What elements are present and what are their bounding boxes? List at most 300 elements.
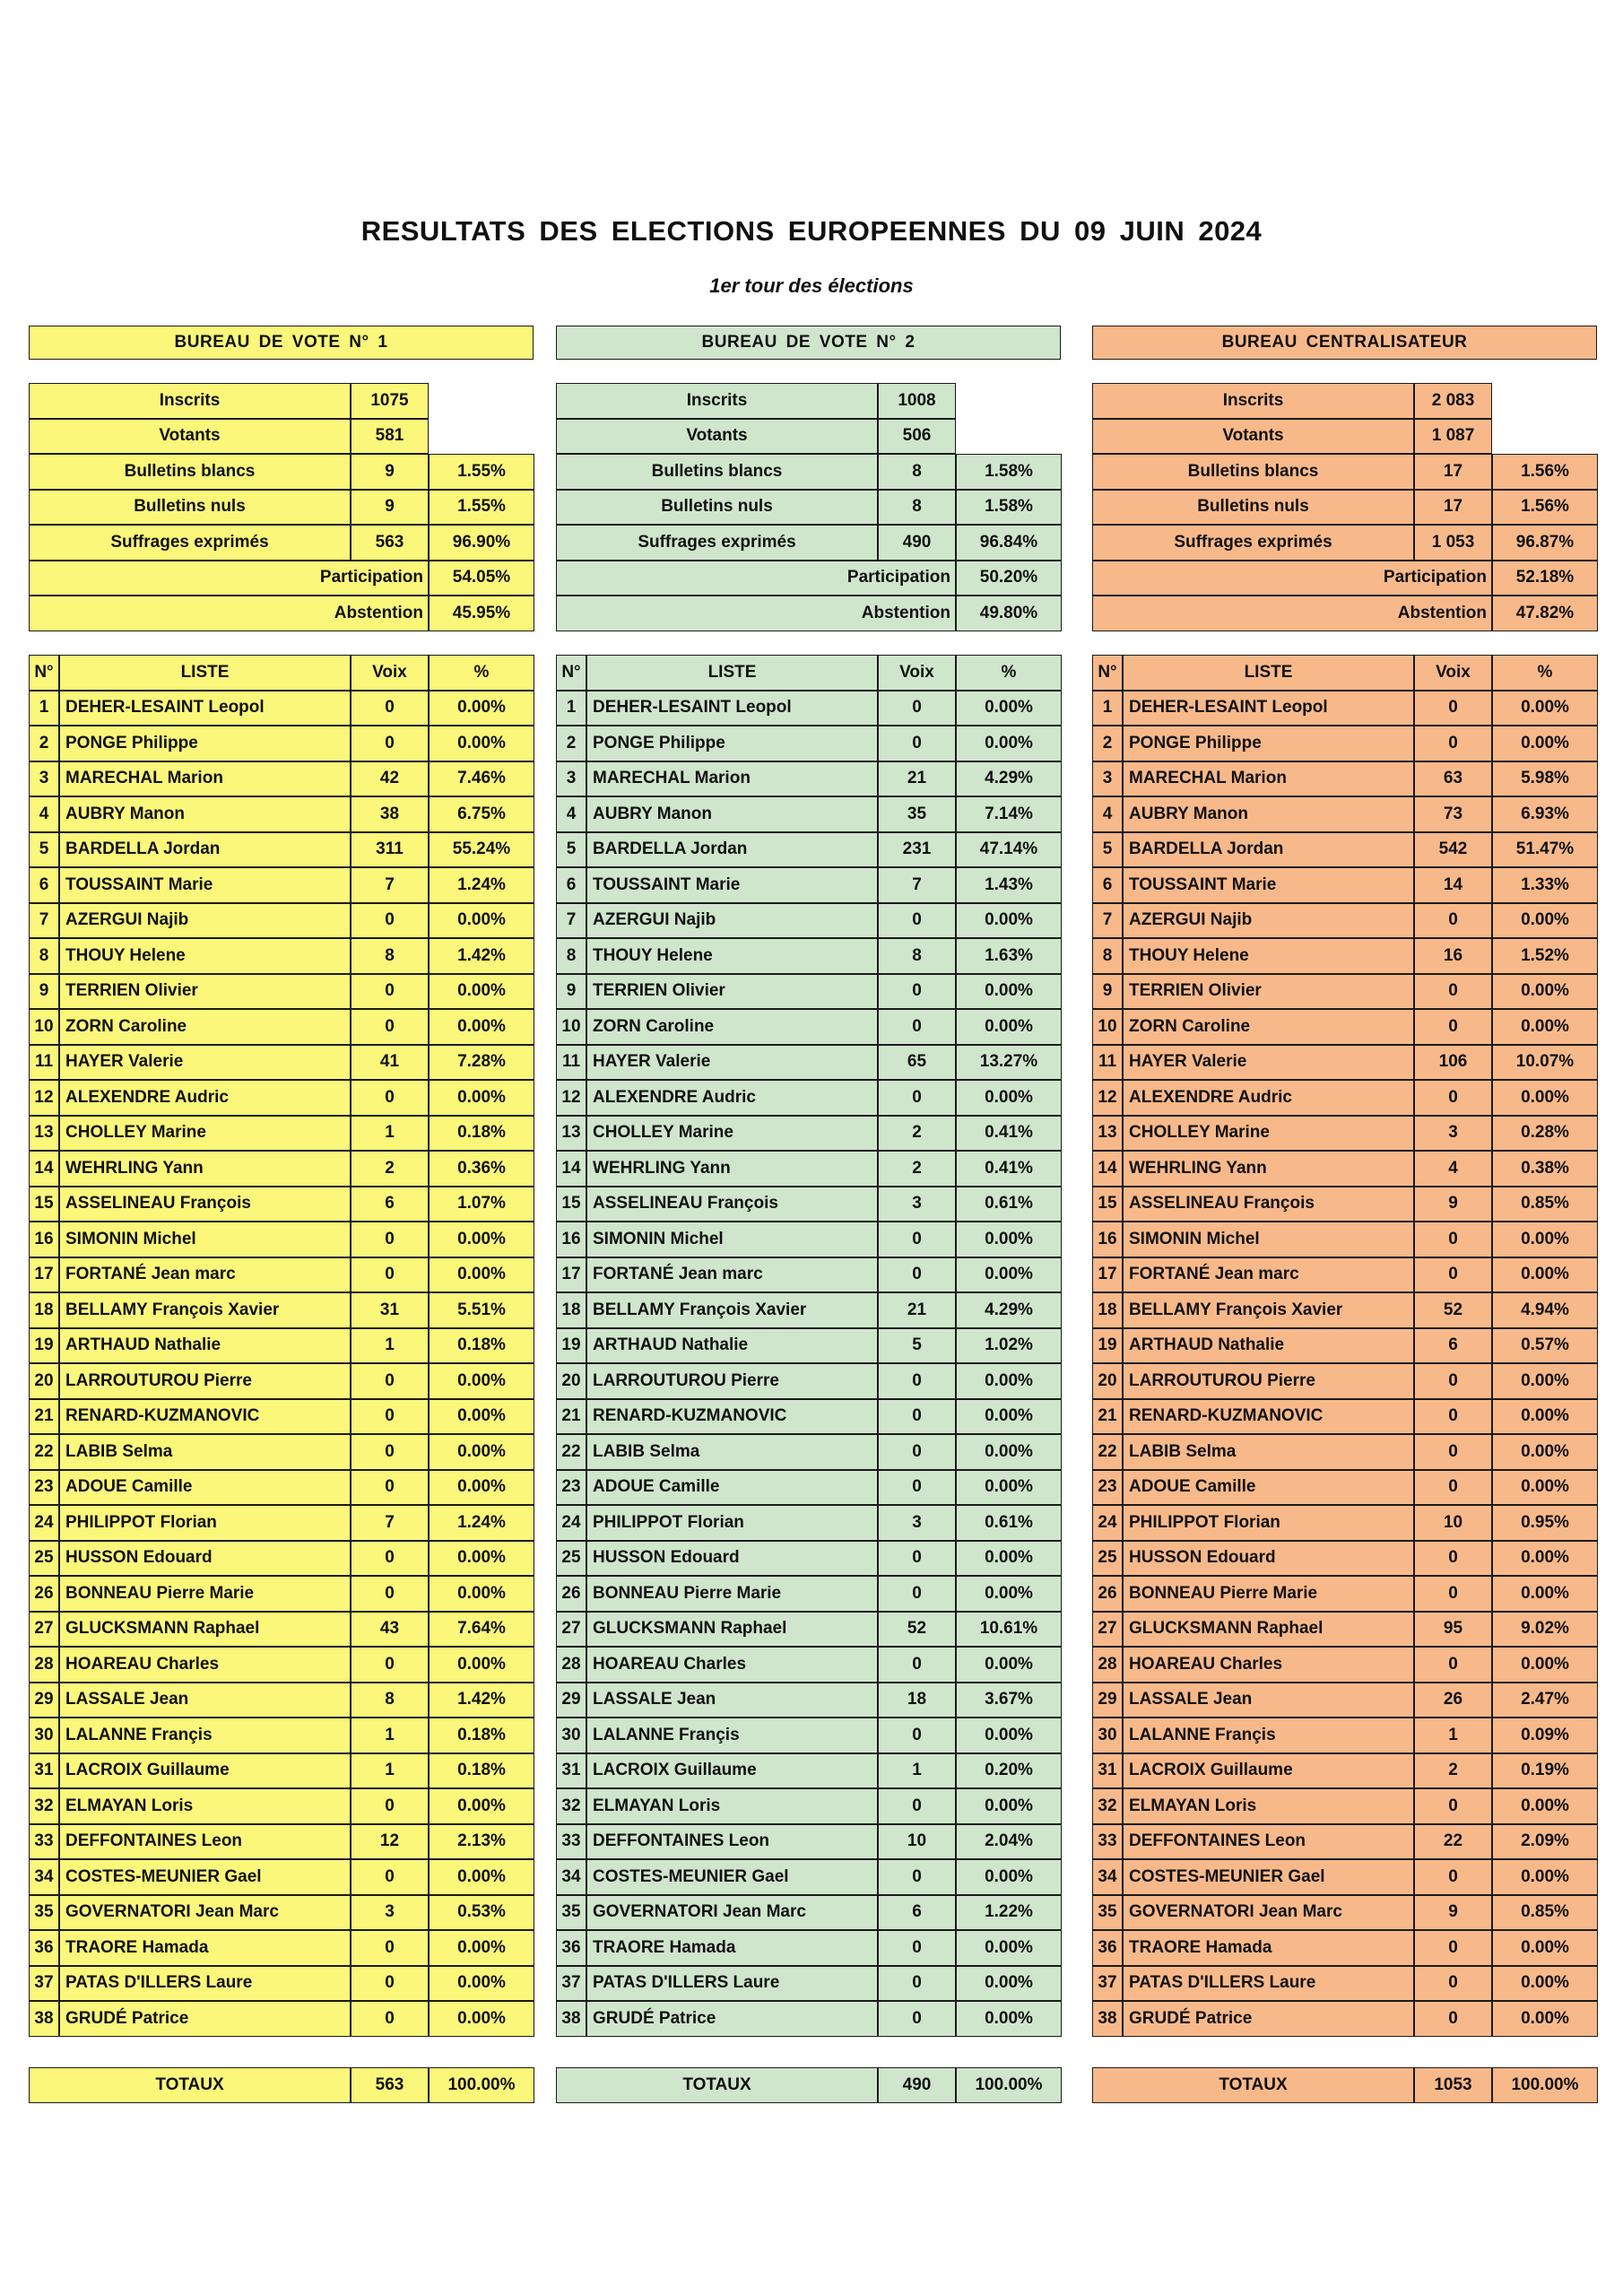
candidate-pct: 0.00% xyxy=(956,1966,1062,2002)
stat-value-inscrits: 1008 xyxy=(878,383,956,419)
totaux-voix: 563 xyxy=(351,2067,429,2103)
row-number: 8 xyxy=(556,938,586,974)
candidate-voix: 0 xyxy=(351,1009,429,1045)
candidate-name: PONGE Philippe xyxy=(1123,726,1414,761)
candidate-pct: 0.00% xyxy=(1492,1788,1598,1824)
candidate-pct: 0.00% xyxy=(956,1576,1062,1612)
candidate-pct: 0.00% xyxy=(1492,691,1598,726)
candidate-voix: 0 xyxy=(878,726,956,761)
candidate-pct: 0.00% xyxy=(1492,1363,1598,1399)
row-number: 28 xyxy=(1092,1647,1123,1683)
candidate-pct: 0.09% xyxy=(1492,1718,1598,1753)
candidate-name: TOUSSAINT Marie xyxy=(586,867,878,903)
table-header-num: N° xyxy=(1092,655,1123,691)
row-number: 35 xyxy=(556,1895,586,1931)
candidate-name: ASSELINEAU François xyxy=(1123,1187,1414,1222)
candidate-pct: 4.29% xyxy=(956,1292,1062,1328)
row-number: 5 xyxy=(1092,832,1123,868)
candidate-name: MARECHAL Marion xyxy=(1123,761,1414,797)
candidate-name: PATAS D'ILLERS Laure xyxy=(1123,1966,1414,2002)
row-number: 36 xyxy=(556,1930,586,1966)
candidate-name: BARDELLA Jordan xyxy=(59,832,351,868)
candidate-voix: 0 xyxy=(878,1718,956,1753)
row-number: 27 xyxy=(1092,1612,1123,1648)
row-number: 35 xyxy=(29,1895,59,1931)
candidate-name: SIMONIN Michel xyxy=(59,1222,351,1257)
candidate-pct: 2.09% xyxy=(1492,1824,1598,1860)
stat-label-participation: Participation xyxy=(556,561,956,596)
candidate-name: LACROIX Guillaume xyxy=(1123,1753,1414,1789)
candidate-pct: 0.00% xyxy=(956,1718,1062,1753)
candidate-pct: 0.00% xyxy=(429,1788,534,1824)
table-header-num: N° xyxy=(29,655,59,691)
candidate-name: ASSELINEAU François xyxy=(59,1187,351,1222)
candidate-pct: 0.00% xyxy=(1492,1399,1598,1435)
candidate-pct: 0.00% xyxy=(429,1363,534,1399)
candidate-pct: 0.00% xyxy=(429,1080,534,1116)
candidate-voix: 35 xyxy=(878,796,956,832)
candidate-pct: 0.00% xyxy=(956,2001,1062,2037)
candidate-name: LACROIX Guillaume xyxy=(586,1753,878,1789)
candidate-voix: 0 xyxy=(1414,1222,1492,1257)
table-header-voix: Voix xyxy=(351,655,429,691)
candidate-name: GLUCKSMANN Raphael xyxy=(1123,1612,1414,1648)
row-number: 26 xyxy=(29,1576,59,1612)
candidate-voix: 0 xyxy=(1414,691,1492,726)
candidate-name: GRUDÉ Patrice xyxy=(1123,2001,1414,2037)
candidate-pct: 0.19% xyxy=(1492,1753,1598,1789)
candidate-pct: 0.00% xyxy=(956,1399,1062,1435)
row-number: 9 xyxy=(29,974,59,1010)
candidate-name: DEFFONTAINES Leon xyxy=(586,1824,878,1860)
candidate-pct: 4.29% xyxy=(956,761,1062,797)
candidate-voix: 8 xyxy=(351,1683,429,1718)
candidate-pct: 1.07% xyxy=(429,1187,534,1222)
candidate-pct: 0.28% xyxy=(1492,1116,1598,1152)
candidate-name: ZORN Caroline xyxy=(1123,1009,1414,1045)
stat-value-blancs: 17 xyxy=(1414,454,1492,490)
candidate-name: GLUCKSMANN Raphael xyxy=(59,1612,351,1648)
row-number: 14 xyxy=(29,1151,59,1187)
row-number: 6 xyxy=(556,867,586,903)
stat-pct-blancs: 1.58% xyxy=(956,454,1062,490)
row-number: 10 xyxy=(1092,1009,1123,1045)
candidate-voix: 0 xyxy=(1414,1930,1492,1966)
candidate-voix: 2 xyxy=(878,1116,956,1152)
candidate-voix: 1 xyxy=(351,1328,429,1364)
row-number: 22 xyxy=(1092,1434,1123,1470)
candidate-name: ADOUE Camille xyxy=(59,1470,351,1506)
candidate-voix: 0 xyxy=(878,1257,956,1293)
candidate-pct: 0.00% xyxy=(956,1363,1062,1399)
candidate-pct: 0.00% xyxy=(956,1222,1062,1257)
candidate-name: AZERGUI Najib xyxy=(586,903,878,939)
candidate-pct: 7.46% xyxy=(429,761,534,797)
stat-value-votants: 581 xyxy=(351,419,429,455)
table-header-voix: Voix xyxy=(878,655,956,691)
candidate-pct: 47.14% xyxy=(956,832,1062,868)
candidate-name: GRUDÉ Patrice xyxy=(586,2001,878,2037)
candidate-voix: 2 xyxy=(878,1151,956,1187)
candidate-pct: 0.00% xyxy=(956,691,1062,726)
candidate-voix: 41 xyxy=(351,1045,429,1081)
row-number: 22 xyxy=(29,1434,59,1470)
candidate-voix: 3 xyxy=(878,1505,956,1541)
candidate-name: LARROUTUROU Pierre xyxy=(586,1363,878,1399)
candidate-pct: 0.00% xyxy=(429,726,534,761)
row-number: 7 xyxy=(1092,903,1123,939)
candidate-name: HAYER Valerie xyxy=(586,1045,878,1081)
candidate-pct: 2.04% xyxy=(956,1824,1062,1860)
totaux-pct: 100.00% xyxy=(956,2067,1062,2103)
candidate-pct: 0.00% xyxy=(956,1257,1062,1293)
candidate-pct: 0.95% xyxy=(1492,1505,1598,1541)
candidate-voix: 38 xyxy=(351,796,429,832)
stat-pct-nuls: 1.55% xyxy=(429,490,534,526)
row-number: 12 xyxy=(29,1080,59,1116)
candidate-voix: 231 xyxy=(878,832,956,868)
stat-pct-exprimes: 96.84% xyxy=(956,525,1062,561)
candidate-pct: 4.94% xyxy=(1492,1292,1598,1328)
row-number: 3 xyxy=(556,761,586,797)
table-header-liste: LISTE xyxy=(1123,655,1414,691)
candidate-name: TOUSSAINT Marie xyxy=(59,867,351,903)
candidate-pct: 9.02% xyxy=(1492,1612,1598,1648)
row-number: 3 xyxy=(1092,761,1123,797)
row-number: 26 xyxy=(1092,1576,1123,1612)
candidate-pct: 0.00% xyxy=(1492,1222,1598,1257)
stat-label-inscrits: Inscrits xyxy=(556,383,878,419)
candidate-voix: 0 xyxy=(878,691,956,726)
candidate-voix: 21 xyxy=(878,761,956,797)
candidate-name: HAYER Valerie xyxy=(59,1045,351,1081)
candidate-pct: 0.00% xyxy=(429,2001,534,2037)
table-header-pct: % xyxy=(429,655,534,691)
candidate-name: AZERGUI Najib xyxy=(59,903,351,939)
candidate-pct: 0.00% xyxy=(1492,1647,1598,1683)
candidate-voix: 16 xyxy=(1414,938,1492,974)
candidate-name: LASSALE Jean xyxy=(586,1683,878,1718)
row-number: 5 xyxy=(29,832,59,868)
candidate-pct: 0.00% xyxy=(956,903,1062,939)
candidate-name: HUSSON Edouard xyxy=(59,1541,351,1577)
row-number: 13 xyxy=(556,1116,586,1152)
table-header-liste: LISTE xyxy=(586,655,878,691)
row-number: 36 xyxy=(29,1930,59,1966)
candidate-pct: 0.18% xyxy=(429,1718,534,1753)
row-number: 2 xyxy=(1092,726,1123,761)
row-number: 30 xyxy=(1092,1718,1123,1753)
candidate-name: GOVERNATORI Jean Marc xyxy=(1123,1895,1414,1931)
row-number: 16 xyxy=(1092,1222,1123,1257)
candidate-pct: 0.00% xyxy=(1492,1080,1598,1116)
candidate-pct: 55.24% xyxy=(429,832,534,868)
stat-value-exprimes: 563 xyxy=(351,525,429,561)
candidate-name: ALEXENDRE Audric xyxy=(1123,1080,1414,1116)
row-number: 25 xyxy=(29,1541,59,1577)
candidate-voix: 8 xyxy=(351,938,429,974)
candidate-voix: 0 xyxy=(351,1859,429,1895)
candidate-voix: 14 xyxy=(1414,867,1492,903)
row-number: 32 xyxy=(556,1788,586,1824)
candidate-voix: 42 xyxy=(351,761,429,797)
row-number: 24 xyxy=(1092,1505,1123,1541)
stat-pct-participation: 52.18% xyxy=(1492,561,1598,596)
candidate-name: ADOUE Camille xyxy=(586,1470,878,1506)
row-number: 38 xyxy=(1092,2001,1123,2037)
candidate-voix: 0 xyxy=(1414,1859,1492,1895)
row-number: 14 xyxy=(556,1151,586,1187)
row-number: 38 xyxy=(556,2001,586,2037)
row-number: 12 xyxy=(556,1080,586,1116)
candidate-voix: 0 xyxy=(351,1434,429,1470)
totaux-label: TOTAUX xyxy=(1092,2067,1414,2103)
candidate-name: HUSSON Edouard xyxy=(1123,1541,1414,1577)
row-number: 31 xyxy=(556,1753,586,1789)
candidate-name: COSTES-MEUNIER Gael xyxy=(59,1859,351,1895)
candidate-name: LALANNE Françis xyxy=(586,1718,878,1753)
candidate-voix: 0 xyxy=(878,1859,956,1895)
totaux-label: TOTAUX xyxy=(556,2067,878,2103)
candidate-voix: 1 xyxy=(351,1116,429,1152)
stat-pct-abstention: 45.95% xyxy=(429,596,534,631)
stat-value-exprimes: 1 053 xyxy=(1414,525,1492,561)
table-header-pct: % xyxy=(956,655,1062,691)
row-number: 21 xyxy=(556,1399,586,1435)
candidate-name: TRAORE Hamada xyxy=(1123,1930,1414,1966)
stat-label-exprimes: Suffrages exprimés xyxy=(29,525,351,561)
candidate-voix: 9 xyxy=(1414,1895,1492,1931)
row-number: 1 xyxy=(29,691,59,726)
candidate-voix: 0 xyxy=(351,2001,429,2037)
row-number: 19 xyxy=(29,1328,59,1364)
candidate-voix: 65 xyxy=(878,1045,956,1081)
stat-label-exprimes: Suffrages exprimés xyxy=(1092,525,1414,561)
candidate-voix: 0 xyxy=(878,1930,956,1966)
candidate-voix: 0 xyxy=(1414,1788,1492,1824)
candidate-voix: 0 xyxy=(878,1080,956,1116)
candidate-pct: 10.61% xyxy=(956,1612,1062,1648)
candidate-voix: 0 xyxy=(351,1576,429,1612)
row-number: 25 xyxy=(556,1541,586,1577)
stat-pct-participation: 50.20% xyxy=(956,561,1062,596)
row-number: 33 xyxy=(1092,1824,1123,1860)
candidate-pct: 0.00% xyxy=(956,1434,1062,1470)
row-number: 35 xyxy=(1092,1895,1123,1931)
candidate-name: TERRIEN Olivier xyxy=(59,974,351,1010)
row-number: 6 xyxy=(1092,867,1123,903)
stat-pct-abstention: 47.82% xyxy=(1492,596,1598,631)
row-number: 16 xyxy=(556,1222,586,1257)
candidate-name: LALANNE Françis xyxy=(1123,1718,1414,1753)
stat-label-abstention: Abstention xyxy=(29,596,429,631)
table-header-liste: LISTE xyxy=(59,655,351,691)
candidate-pct: 0.00% xyxy=(956,1930,1062,1966)
candidate-voix: 0 xyxy=(351,903,429,939)
stat-label-nuls: Bulletins nuls xyxy=(556,490,878,526)
candidate-pct: 0.36% xyxy=(429,1151,534,1187)
table-header-pct: % xyxy=(1492,655,1598,691)
row-number: 37 xyxy=(1092,1966,1123,2002)
candidate-pct: 0.53% xyxy=(429,1895,534,1931)
candidate-name: BELLAMY François Xavier xyxy=(586,1292,878,1328)
stat-value-inscrits: 1075 xyxy=(351,383,429,419)
candidate-name: TRAORE Hamada xyxy=(59,1930,351,1966)
row-number: 31 xyxy=(29,1753,59,1789)
row-number: 10 xyxy=(29,1009,59,1045)
candidate-name: LABIB Selma xyxy=(59,1434,351,1470)
row-number: 24 xyxy=(29,1505,59,1541)
candidate-pct: 0.18% xyxy=(429,1116,534,1152)
candidate-voix: 0 xyxy=(1414,1257,1492,1293)
candidate-name: BELLAMY François Xavier xyxy=(59,1292,351,1328)
candidate-name: COSTES-MEUNIER Gael xyxy=(1123,1859,1414,1895)
candidate-voix: 0 xyxy=(1414,726,1492,761)
candidate-name: COSTES-MEUNIER Gael xyxy=(586,1859,878,1895)
row-number: 9 xyxy=(556,974,586,1010)
candidate-pct: 0.00% xyxy=(1492,1541,1598,1577)
candidate-name: THOUY Helene xyxy=(1123,938,1414,974)
candidate-voix: 542 xyxy=(1414,832,1492,868)
stat-value-blancs: 9 xyxy=(351,454,429,490)
candidate-voix: 0 xyxy=(351,974,429,1010)
row-number: 13 xyxy=(1092,1116,1123,1152)
row-number: 27 xyxy=(556,1612,586,1648)
stat-value-votants: 1 087 xyxy=(1414,419,1492,455)
candidate-voix: 0 xyxy=(1414,974,1492,1010)
candidate-name: BONNEAU Pierre Marie xyxy=(1123,1576,1414,1612)
candidate-name: BELLAMY François Xavier xyxy=(1123,1292,1414,1328)
candidate-name: MARECHAL Marion xyxy=(59,761,351,797)
row-number: 18 xyxy=(29,1292,59,1328)
row-number: 29 xyxy=(29,1683,59,1718)
candidate-voix: 106 xyxy=(1414,1045,1492,1081)
row-number: 15 xyxy=(1092,1187,1123,1222)
candidate-pct: 1.42% xyxy=(429,1683,534,1718)
candidate-voix: 0 xyxy=(1414,1647,1492,1683)
stat-label-blancs: Bulletins blancs xyxy=(29,454,351,490)
totaux-label: TOTAUX xyxy=(29,2067,351,2103)
page-subtitle: 1er tour des élections xyxy=(709,274,914,297)
row-number: 1 xyxy=(1092,691,1123,726)
candidate-name: PATAS D'ILLERS Laure xyxy=(59,1966,351,2002)
row-number: 28 xyxy=(556,1647,586,1683)
row-number: 36 xyxy=(1092,1930,1123,1966)
row-number: 17 xyxy=(29,1257,59,1293)
candidate-name: LABIB Selma xyxy=(586,1434,878,1470)
candidate-pct: 0.00% xyxy=(956,726,1062,761)
candidate-pct: 0.00% xyxy=(956,1647,1062,1683)
candidate-name: LARROUTUROU Pierre xyxy=(1123,1363,1414,1399)
row-number: 30 xyxy=(29,1718,59,1753)
row-number: 3 xyxy=(29,761,59,797)
row-number: 25 xyxy=(1092,1541,1123,1577)
row-number: 29 xyxy=(1092,1683,1123,1718)
candidate-pct: 0.00% xyxy=(429,1399,534,1435)
candidate-name: WEHRLING Yann xyxy=(59,1151,351,1187)
row-number: 32 xyxy=(1092,1788,1123,1824)
candidate-voix: 6 xyxy=(878,1895,956,1931)
candidate-voix: 0 xyxy=(1414,1966,1492,2002)
row-number: 11 xyxy=(556,1045,586,1081)
row-number: 19 xyxy=(1092,1328,1123,1364)
totaux-voix: 490 xyxy=(878,2067,956,2103)
candidate-pct: 0.00% xyxy=(1492,1434,1598,1470)
candidate-name: HAYER Valerie xyxy=(1123,1045,1414,1081)
candidate-name: RENARD-KUZMANOVIC xyxy=(59,1399,351,1435)
candidate-name: AUBRY Manon xyxy=(1123,796,1414,832)
candidate-voix: 0 xyxy=(1414,1009,1492,1045)
candidate-name: FORTANÉ Jean marc xyxy=(59,1257,351,1293)
candidate-pct: 0.00% xyxy=(1492,1257,1598,1293)
candidate-voix: 0 xyxy=(878,1470,956,1506)
stat-label-votants: Votants xyxy=(556,419,878,455)
stat-label-votants: Votants xyxy=(1092,419,1414,455)
candidate-name: ARTHAUD Nathalie xyxy=(59,1328,351,1364)
candidate-pct: 0.00% xyxy=(429,974,534,1010)
bureau-header: BUREAU DE VOTE N° 2 xyxy=(556,326,1061,360)
row-number: 5 xyxy=(556,832,586,868)
candidate-name: THOUY Helene xyxy=(59,938,351,974)
candidate-pct: 6.93% xyxy=(1492,796,1598,832)
candidate-voix: 0 xyxy=(878,1009,956,1045)
candidate-pct: 3.67% xyxy=(956,1683,1062,1718)
row-number: 38 xyxy=(29,2001,59,2037)
candidate-voix: 0 xyxy=(351,1222,429,1257)
candidate-name: CHOLLEY Marine xyxy=(586,1116,878,1152)
candidate-name: SIMONIN Michel xyxy=(1123,1222,1414,1257)
candidate-pct: 0.00% xyxy=(956,1541,1062,1577)
candidate-pct: 0.00% xyxy=(956,1470,1062,1506)
candidate-name: HOAREAU Charles xyxy=(586,1647,878,1683)
candidate-name: ASSELINEAU François xyxy=(586,1187,878,1222)
candidate-pct: 51.47% xyxy=(1492,832,1598,868)
row-number: 15 xyxy=(556,1187,586,1222)
candidate-pct: 6.75% xyxy=(429,796,534,832)
row-number: 20 xyxy=(29,1363,59,1399)
candidate-name: AUBRY Manon xyxy=(59,796,351,832)
stat-label-nuls: Bulletins nuls xyxy=(1092,490,1414,526)
candidate-pct: 0.00% xyxy=(1492,1966,1598,2002)
stat-pct-blancs: 1.56% xyxy=(1492,454,1598,490)
candidate-name: BARDELLA Jordan xyxy=(586,832,878,868)
row-number: 31 xyxy=(1092,1753,1123,1789)
candidate-pct: 0.00% xyxy=(956,1009,1062,1045)
stat-label-exprimes: Suffrages exprimés xyxy=(556,525,878,561)
row-number: 33 xyxy=(29,1824,59,1860)
candidate-pct: 7.28% xyxy=(429,1045,534,1081)
candidate-name: BARDELLA Jordan xyxy=(1123,832,1414,868)
candidate-name: PHILIPPOT Florian xyxy=(586,1505,878,1541)
candidate-voix: 2 xyxy=(351,1151,429,1187)
row-number: 37 xyxy=(29,1966,59,2002)
candidate-voix: 9 xyxy=(1414,1187,1492,1222)
row-number: 19 xyxy=(556,1328,586,1364)
candidate-name: ELMAYAN Loris xyxy=(1123,1788,1414,1824)
stat-label-votants: Votants xyxy=(29,419,351,455)
candidate-voix: 0 xyxy=(878,1576,956,1612)
stat-value-exprimes: 490 xyxy=(878,525,956,561)
stat-pct-nuls: 1.58% xyxy=(956,490,1062,526)
stat-label-participation: Participation xyxy=(29,561,429,596)
candidate-pct: 0.00% xyxy=(429,1966,534,2002)
candidate-name: BONNEAU Pierre Marie xyxy=(586,1576,878,1612)
candidate-pct: 0.00% xyxy=(1492,2001,1598,2037)
candidate-name: TERRIEN Olivier xyxy=(586,974,878,1010)
candidate-name: HOAREAU Charles xyxy=(1123,1647,1414,1683)
candidate-name: GRUDÉ Patrice xyxy=(59,2001,351,2037)
candidate-pct: 0.00% xyxy=(429,1576,534,1612)
